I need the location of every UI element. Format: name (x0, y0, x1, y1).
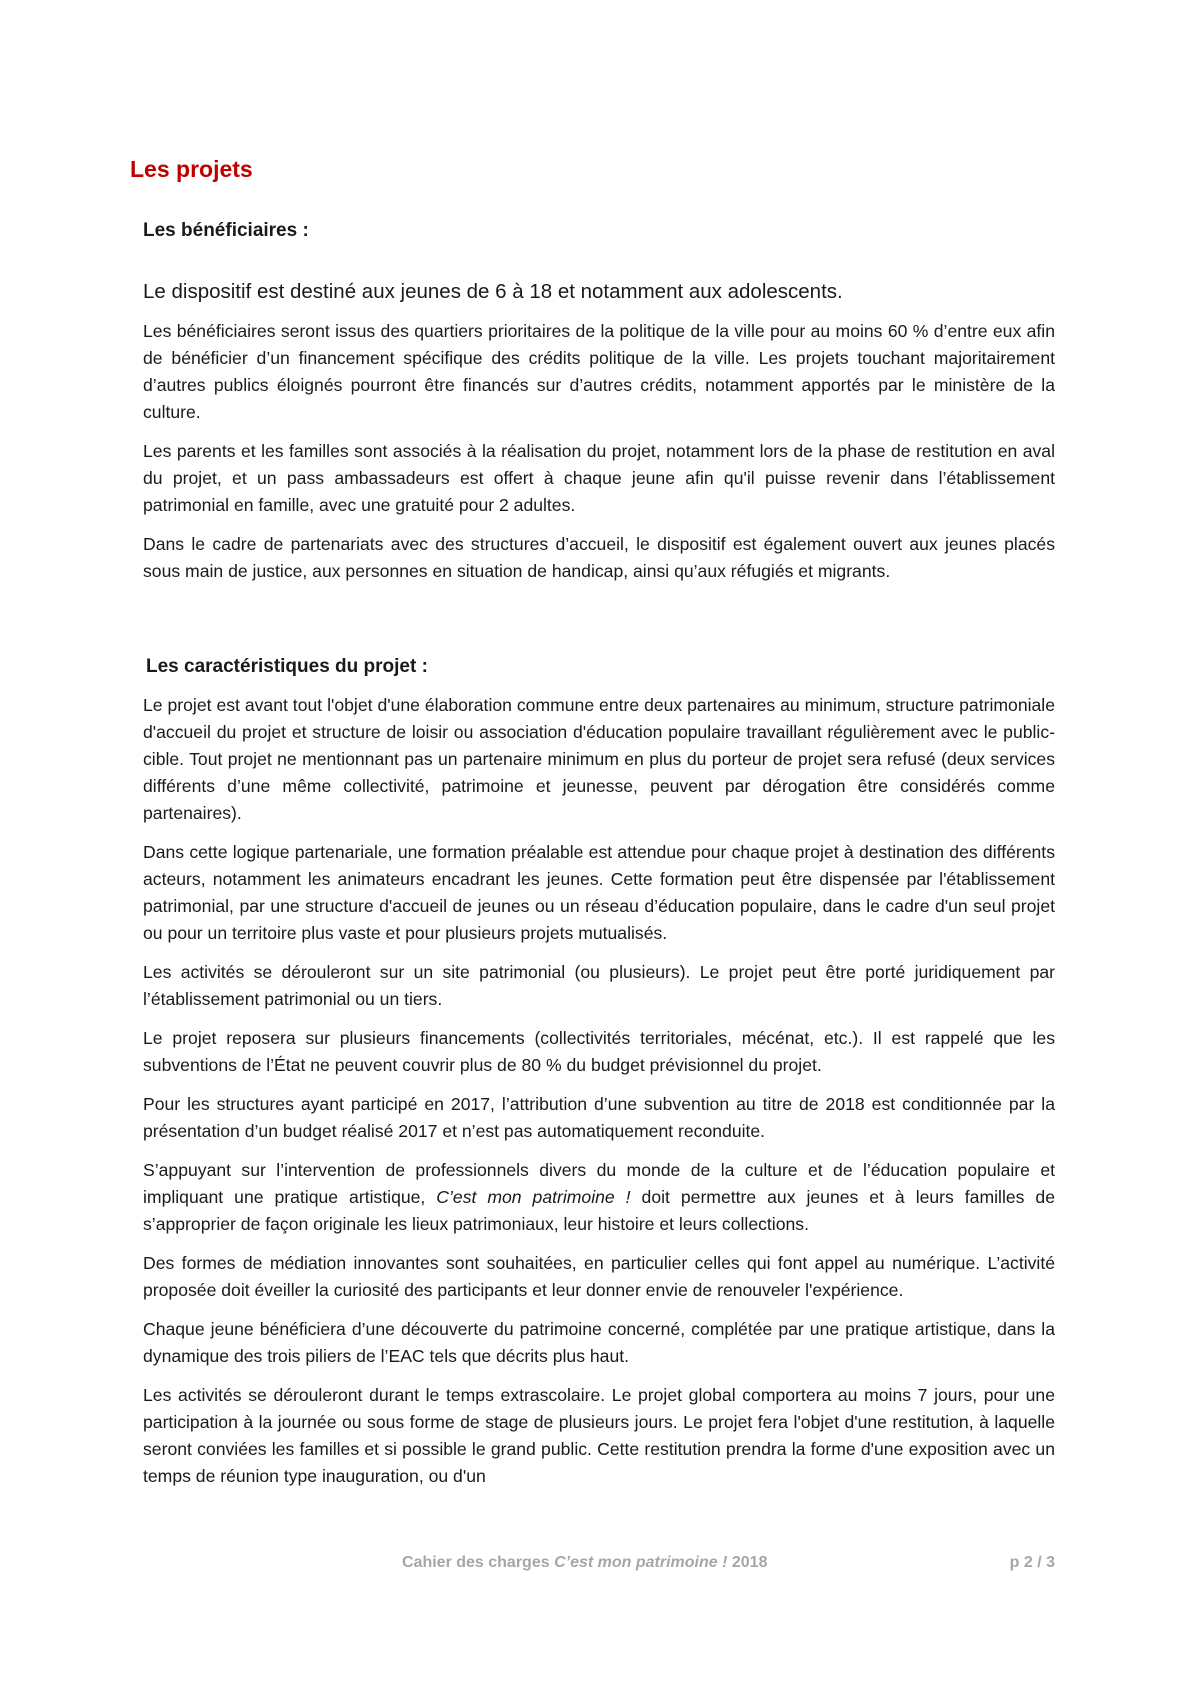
lead-paragraph: Le dispositif est destiné aux jeunes de 6 à 18 et notamment aux adolescents. (143, 280, 843, 303)
text-run: doit permettre aux jeunes et à leurs familles de s’approprier de façon originale les lieux patrimoniaux, leur histoire et leurs collections. (143, 1187, 1055, 1234)
page-number: p 2 / 3 (1009, 1554, 1055, 1571)
footer-italic: C’est mon patrimoine ! (554, 1554, 728, 1571)
text-run: S’appuyant sur l’intervention de professionnels divers du monde de la culture et de l’éducation populaire et impliquant une pratique artistique, (143, 1160, 1055, 1207)
paragraph: Les bénéficiaires seront issus des quartiers prioritaires de la politique de la ville pour au moins 60 % d’entre eux afin de bénéficier d’un financement spécifique des crédits politique de la ville. Les projets touchant majoritairement d’autres publics éloignés pourront être financés sur d’autres crédits, notamment apportés par le ministère de la culture. (143, 321, 1055, 422)
paragraph: Le projet est avant tout l'objet d'une élaboration commune entre deux partenaires au minimum, structure patrimoniale d'accueil du projet et structure de loisir ou association d'éducation populaire travaillant régulièrement avec le public-cible. Tout projet ne mentionnant pas un partenaire minimum en plus du porteur de projet sera refusé (deux services différents d’une même collectivité, patrimoine et jeunesse, peuvent par dérogation être considérés comme partenaires). (143, 695, 1055, 823)
section-heading-caracteristiques: Les caractéristiques du projet : (146, 656, 428, 677)
paragraph: Dans cette logique partenariale, une formation préalable est attendue pour chaque projet à destination des différents acteurs, notamment les animateurs encadrant les jeunes. Cette formation peut être dispensée par l'établissement patrimonial, par une structure d'accueil de jeunes ou un réseau d’éducation populaire, dans le cadre d'un seul projet ou pour un territoire plus vaste et pour plusieurs projets mutualisés. (143, 842, 1055, 943)
paragraph-appuyant (143, 1157, 1055, 1238)
paragraph: Le projet reposera sur plusieurs financements (collectivités territoriales, mécénat, etc.). Il est rappelé que les subventions de l’État ne peuvent couvrir plus de 80 % du budget prévisionnel du projet. (143, 1028, 1055, 1075)
paragraph: Dans le cadre de partenariats avec des structures d’accueil, le dispositif est également ouvert aux jeunes placés sous main de justice, aux personnes en situation de handicap, ainsi qu’aux réfugiés et migrants. (143, 534, 1055, 581)
caracteristiques-body (143, 692, 1055, 1502)
footer-prefix: Cahier des charges (402, 1554, 555, 1571)
paragraph: Pour les structures ayant participé en 2017, l’attribution d’une subvention au titre de 2018 est conditionnée par la présentation d’un budget réalisé 2017 et n’est pas automatiquement reconduite. (143, 1094, 1055, 1141)
footer-document-title (402, 1554, 767, 1572)
italic-title: C’est mon patrimoine ! (436, 1187, 631, 1207)
footer-suffix: 2018 (727, 1554, 768, 1571)
paragraph: Les activités se dérouleront sur un site patrimonial (ou plusieurs). Le projet peut être porté juridiquement par l’établissement patrimonial ou un tiers. (143, 962, 1055, 1009)
beneficiaires-body (143, 318, 1055, 597)
paragraph: Chaque jeune bénéficiera d’une découverte du patrimoine concerné, complétée par une pratique artistique, dans la dynamique des trois piliers de l’EAC tels que décrits plus haut. (143, 1319, 1055, 1366)
paragraph: Les parents et les familles sont associés à la réalisation du projet, notamment lors de la phase de restitution en aval du projet, et un pass ambassadeurs est offert à chaque jeune afin qu'il puisse revenir dans l’établissement patrimonial en famille, avec une gratuité pour 2 adultes. (143, 441, 1055, 515)
paragraph: Des formes de médiation innovantes sont souhaitées, en particulier celles qui font appel au numérique. L’activité proposée doit éveiller la curiosité des participants et leur donner envie de renouveler l'expérience. (143, 1253, 1055, 1300)
page-title: Les projets (130, 156, 253, 182)
paragraph: Les activités se dérouleront durant le temps extrascolaire. Le projet global comportera au moins 7 jours, pour une participation à la journée ou sous forme de stage de plusieurs jours. Le projet fera l'objet d'une restitution, à laquelle seront conviées les familles et si possible le grand public. Cette restitution prendra la forme d'une exposition avec un temps de réunion type inauguration, ou d'un (143, 1385, 1055, 1486)
section-heading-beneficiaires: Les bénéficiaires : (143, 220, 309, 241)
